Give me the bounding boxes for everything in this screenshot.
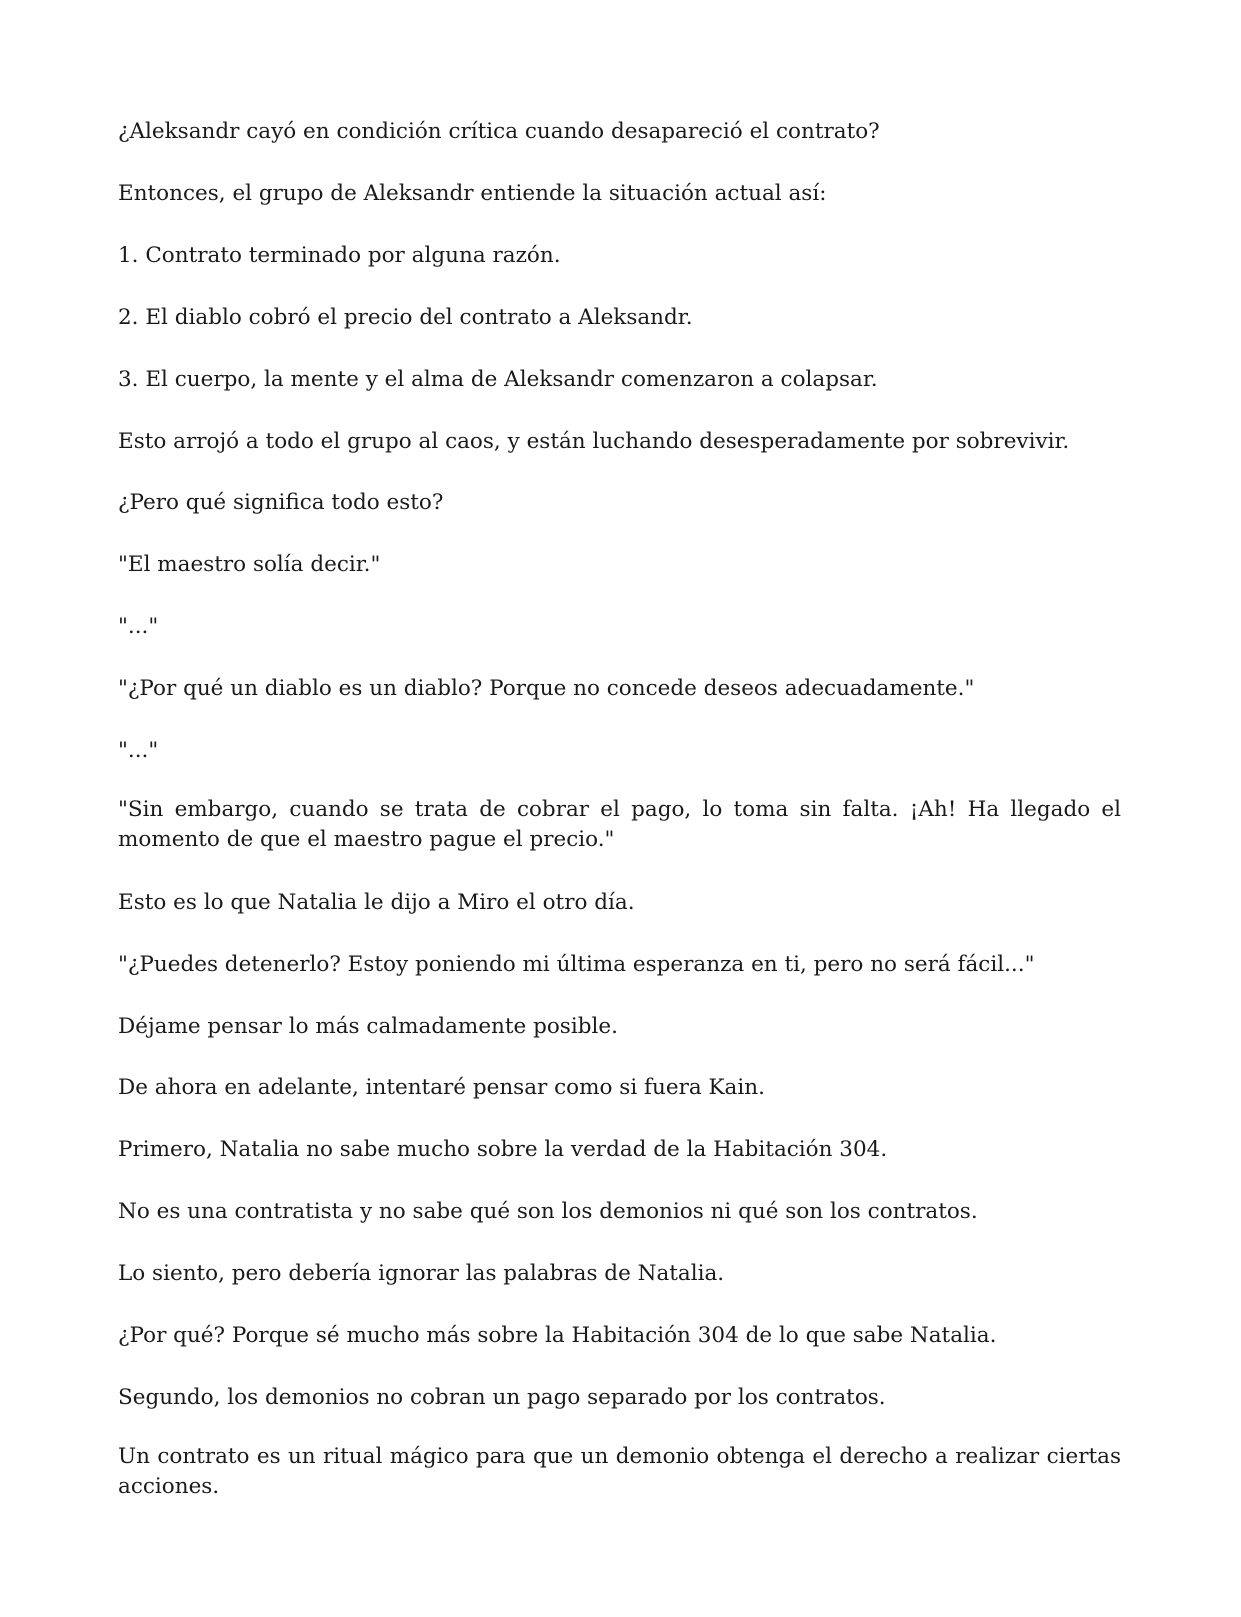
paragraph: ¿Pero qué significa todo esto? (118, 490, 444, 515)
paragraph: "El maestro solía decir." (118, 552, 381, 577)
paragraph: Lo siento, pero debería ignorar las palabras de Natalia. (118, 1261, 725, 1286)
paragraph: Un contrato es un ritual mágico para que un demonio obtenga el derecho a realizar ciertas acciones. (118, 1444, 1121, 1499)
paragraph: Primero, Natalia no sabe mucho sobre la verdad de la Habitación 304. (118, 1137, 888, 1162)
paragraph: "..." (118, 614, 159, 639)
paragraph: Esto es lo que Natalia le dijo a Miro el otro día. (118, 890, 635, 915)
paragraph: De ahora en adelante, intentaré pensar como si fuera Kain. (118, 1075, 765, 1100)
paragraph: ¿Aleksandr cayó en condición crítica cuando desapareció el contrato? (118, 119, 880, 144)
paragraph: "Sin embargo, cuando se trata de cobrar el pago, lo toma sin falta. ¡Ah! Ha llegado el momento de que el maestro pague el precio." (118, 797, 1121, 852)
paragraph: Déjame pensar lo más calmadamente posible. (118, 1014, 618, 1039)
paragraph: 1. Contrato terminado por alguna razón. (118, 243, 561, 268)
paragraph: "..." (118, 738, 159, 763)
paragraph: Segundo, los demonios no cobran un pago separado por los contratos. (118, 1385, 886, 1410)
paragraph: No es una contratista y no sabe qué son los demonios ni qué son los contratos. (118, 1199, 978, 1224)
paragraph: Esto arrojó a todo el grupo al caos, y están luchando desesperadamente por sobrevivir. (118, 429, 1070, 454)
paragraph: 3. El cuerpo, la mente y el alma de Aleksandr comenzaron a colapsar. (118, 367, 878, 392)
paragraph: ¿Por qué? Porque sé mucho más sobre la Habitación 304 de lo que sabe Natalia. (118, 1323, 997, 1348)
paragraph: "¿Por qué un diablo es un diablo? Porque no concede deseos adecuadamente." (118, 676, 975, 701)
document-page (118, 0, 1121, 1617)
paragraph: "¿Puedes detenerlo? Estoy poniendo mi última esperanza en ti, pero no será fácil..." (118, 952, 1035, 977)
paragraph: 2. El diablo cobró el precio del contrato a Aleksandr. (118, 305, 693, 330)
paragraph: Entonces, el grupo de Aleksandr entiende la situación actual así: (118, 181, 827, 206)
